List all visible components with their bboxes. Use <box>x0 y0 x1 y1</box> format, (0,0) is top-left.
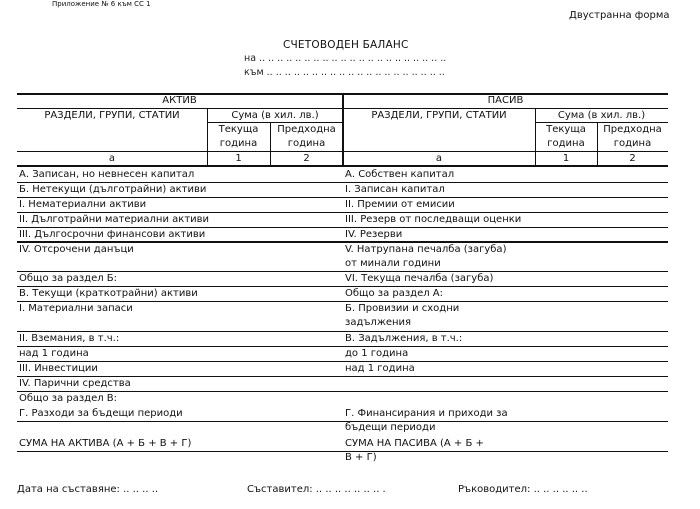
document-title: СЧЕТОВОДЕН БАЛАНС <box>283 39 409 51</box>
pasiv-row-a-ii: II. Премии от емисии <box>345 199 455 210</box>
right-sections-header: РАЗДЕЛИ, ГРУПИ, СТАТИИ <box>371 110 507 121</box>
left-previous-year-header-2: година <box>287 138 326 149</box>
pasiv-row-a-vi: VI. Текуща печалба (загуба) <box>345 273 494 284</box>
aktiv-row-b-ii: II. Дълготрайни материални активи <box>19 214 210 225</box>
pasiv-row-a: А. Собствен капитал <box>345 169 455 180</box>
manager-field[interactable]: Ръководител: .. .. .. .. .. .. <box>458 484 588 495</box>
aktiv-row-v-iv: IV. Парични средства <box>19 378 131 389</box>
row-line <box>17 361 668 362</box>
pasiv-row-a-total: Общо за раздел А: <box>345 288 444 299</box>
balance-date-to-field[interactable]: към .. .. .. .. .. .. .. .. .. .. .. .. .. .. .. .. .. .. .. .. <box>244 67 445 78</box>
appendix-note: Приложение № 6 към СС 1 <box>52 0 151 8</box>
pasiv-row-b-cont: задължения <box>345 317 412 328</box>
left-sections-header: РАЗДЕЛИ, ГРУПИ, СТАТИИ <box>44 110 180 121</box>
row-line <box>17 421 668 422</box>
pasiv-row-b: Б. Провизии и сходни <box>345 303 460 314</box>
sum-divider-right <box>535 122 668 123</box>
aktiv-row-v-ii: II. Вземания, в т.ч.: <box>19 333 120 344</box>
aktiv-row-total: СУМА НА АКТИВА (А + Б + В + Г) <box>19 438 192 449</box>
left-index-a: а <box>108 153 116 164</box>
pasiv-row-a-i: I. Записан капитал <box>345 184 445 195</box>
pasiv-heading: ПАСИВ <box>487 95 524 106</box>
pasiv-row-a-iv: IV. Резерви <box>345 229 403 240</box>
balance-date-on-field[interactable]: на .. .. .. .. .. .. .. .. .. .. .. .. .. .. .. .. .. .. .. .. .. <box>244 53 447 64</box>
pasiv-row-g: Г. Финансирания и приходи за <box>345 408 508 419</box>
pasiv-row-a-v: V. Натрупана печалба (загуба) <box>345 244 507 255</box>
aktiv-row-v-iii: III. Инвестиции <box>19 363 98 374</box>
left-sum-header: Сума (в хил. лв.) <box>231 110 319 121</box>
right-index-1: 1 <box>562 153 570 164</box>
pasiv-row-a-v-cont: от минали години <box>345 258 441 269</box>
row-line <box>17 451 668 452</box>
right-index-a: а <box>435 153 443 164</box>
aktiv-row-b-i: I. Нематериални активи <box>19 199 147 210</box>
left-index-2: 2 <box>303 153 310 164</box>
right-sum-header: Сума (в хил. лв.) <box>557 110 646 121</box>
right-current-year-header: Текуща <box>546 124 586 135</box>
left-current-year-header-2: година <box>219 138 258 149</box>
activ-heading: АКТИВ <box>162 95 197 106</box>
pasiv-row-total-cont: В + Г) <box>345 452 377 463</box>
aktiv-row-v-ii-over-1y: над 1 година <box>19 348 89 359</box>
left-index-1: 1 <box>235 153 242 164</box>
right-current-year-header-2: година <box>547 138 585 149</box>
aktiv-row-b-iii: III. Дългосрочни финансови активи <box>19 229 206 240</box>
pasiv-row-a-iii: III. Резерв от последващи оценки <box>345 214 522 225</box>
aktiv-row-b-total: Общо за раздел Б: <box>19 273 118 284</box>
aktiv-row-g: Г. Разходи за бъдещи периоди <box>19 408 183 419</box>
aktiv-row-b: Б. Нетекущи (дълготрайни) активи <box>19 184 207 195</box>
aktiv-row-v-total: Общо за раздел В: <box>19 393 118 404</box>
pasiv-row-v-over-1y: над 1 година <box>345 363 415 374</box>
right-previous-year-header: Предходна <box>603 124 662 135</box>
row-line <box>17 346 668 347</box>
aktiv-row-v: В. Текущи (краткотрайни) активи <box>19 288 198 299</box>
date-compiled-field[interactable]: Дата на съставяне: .. .. .. .. <box>17 484 159 495</box>
form-type-label: Двустранна форма <box>569 10 670 21</box>
right-previous-year-header-2: година <box>613 138 652 149</box>
left-previous-year-header: Предходна <box>277 124 336 135</box>
pasiv-row-g-cont: бъдещи периоди <box>345 422 436 433</box>
right-index-2: 2 <box>629 153 636 164</box>
sum-divider-left <box>207 122 343 123</box>
left-current-year-header: Текуща <box>218 124 259 135</box>
aktiv-row-v-i: I. Материални запаси <box>19 303 133 314</box>
aktiv-row-a: А. Записан, но невнесен капитал <box>19 169 195 180</box>
pasiv-row-total: СУМА НА ПАСИВА (А + Б + <box>345 438 484 449</box>
pasiv-row-v-up-to-1y: до 1 година <box>345 348 409 359</box>
pasiv-row-v: В. Задължения, в т.ч.: <box>345 333 463 344</box>
compiler-field[interactable]: Съставител: .. .. .. .. .. .. .. . <box>247 484 386 495</box>
aktiv-row-b-iv: IV. Отсрочени данъци <box>19 244 134 255</box>
